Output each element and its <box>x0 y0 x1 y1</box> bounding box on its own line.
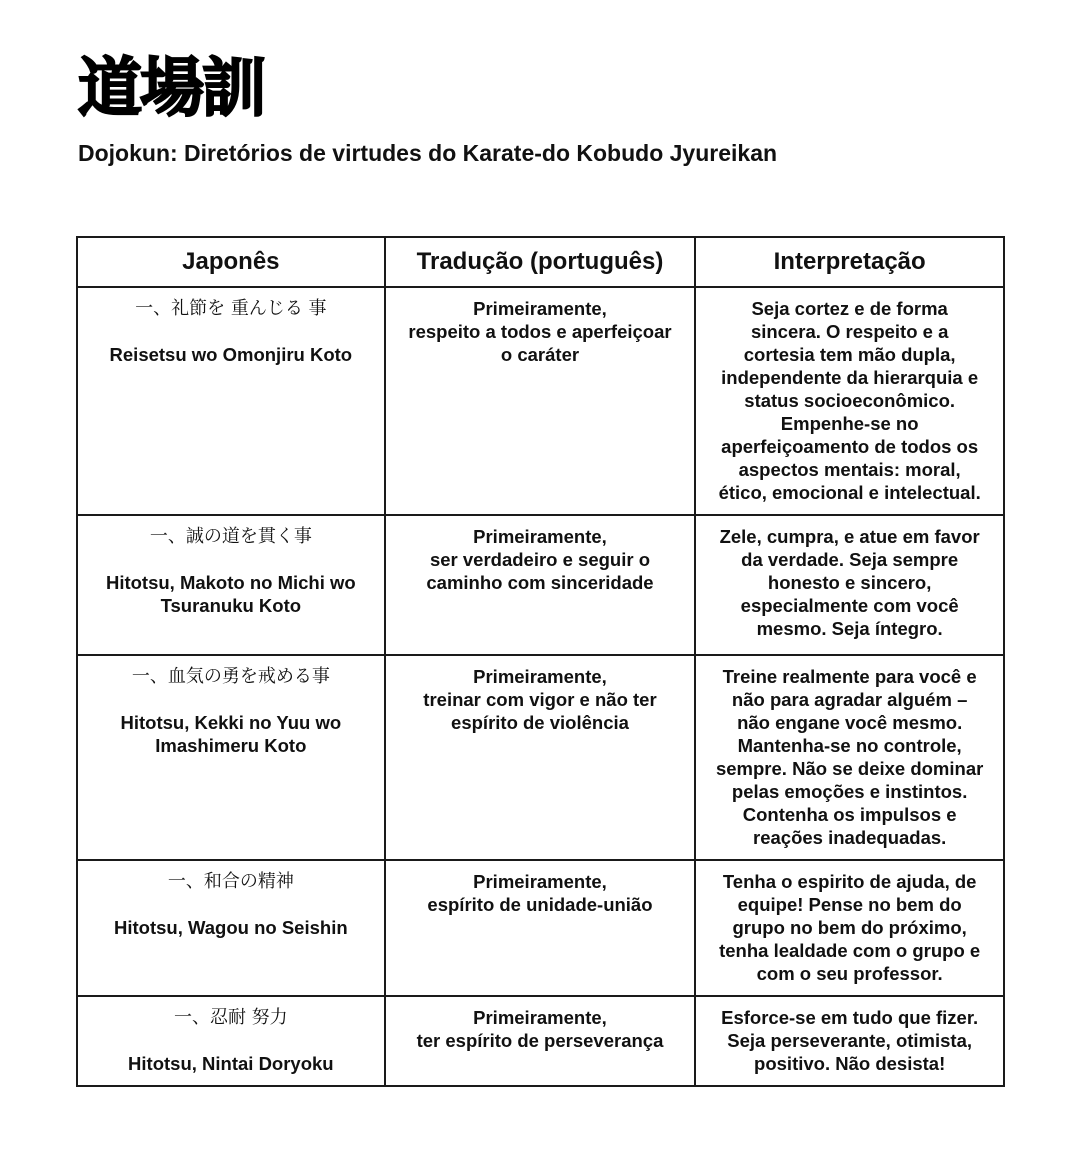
translation-cell <box>385 287 696 515</box>
japanese-cell <box>77 655 385 860</box>
translation-cell <box>385 655 696 860</box>
column-header-japanese: Japonês <box>77 237 385 287</box>
column-header-interpretation: Interpretação <box>695 237 1004 287</box>
japanese-cell <box>77 996 385 1086</box>
dojokun-table <box>76 236 1005 1087</box>
japanese-text: 一、和合の精神 <box>167 871 294 892</box>
page-subtitle: Dojokun: Diretórios de virtudes do Karate-do Kobudo Jyureikan <box>78 140 778 166</box>
interpretation-text: Zele, cumpra, e atue em favor da verdade. Seja sempre honesto e sincero, especialmente com você mesmo. Seja íntegro. <box>719 526 980 639</box>
interpretation-text: Tenha o espirito de ajuda, de equipe! Pense no bem do grupo no bem do próximo, tenha lealdade com o grupo e com o seu professor. <box>719 871 981 984</box>
interpretation-cell <box>695 860 1004 996</box>
romaji-text: Hitotsu, Nintai Doryoku <box>128 1053 334 1074</box>
translation-cell <box>385 515 696 655</box>
japanese-text: 一、血気の勇を戒める事 <box>131 666 330 687</box>
interpretation-text: Esforce-se em tudo que fizer. Seja perseverante, otimista, positivo. Não desista! <box>721 1007 979 1074</box>
romaji-text: Hitotsu, Makoto no Michi wo Tsuranuku Koto <box>105 572 356 616</box>
japanese-text: 一、誠の道を貫く事 <box>149 526 312 547</box>
interpretation-text: Seja cortez e de forma sincera. O respeito e a cortesia tem mão dupla, independente da hierarquia e status socioeconômico. Empenhe-se no aperfeiçoamento de todos os aspectos mentais: moral, ético, emocional e intelectual. <box>718 298 981 503</box>
romaji-text: Hitotsu, Wagou no Seishin <box>114 917 348 938</box>
table-header-row <box>77 237 1004 287</box>
translation-text: Primeiramente, respeito a todos e aperfeiçoar o caráter <box>408 298 672 365</box>
japanese-text: 一、忍耐 努力 <box>173 1007 288 1028</box>
translation-text: Primeiramente, treinar com vigor e não ter espírito de violência <box>423 666 657 733</box>
japanese-text: 一、礼節を 重んじる 事 <box>135 298 327 319</box>
japanese-cell <box>77 860 385 996</box>
romaji-text: Reisetsu wo Omonjiru Koto <box>109 344 353 365</box>
translation-text: Primeiramente, espírito de unidade-união <box>427 871 653 915</box>
japanese-cell <box>77 287 385 515</box>
translation-cell <box>385 996 696 1086</box>
table-row <box>77 996 1004 1086</box>
interpretation-text: Treine realmente para você e não para agradar alguém – não engane você mesmo. Mantenha-se no controle, sempre. Não se deixe dominar pelas emoções e instintos. Contenha os impulsos e reações inadequadas. <box>715 666 984 848</box>
romaji-text: Hitotsu, Kekki no Yuu wo Imashimeru Koto <box>120 712 342 756</box>
page-title-kanji: 道場訓 <box>78 51 264 126</box>
translation-text: Primeiramente, ser verdadeiro e seguir o caminho com sinceridade <box>426 526 654 593</box>
interpretation-cell <box>695 287 1004 515</box>
column-header-translation: Tradução (português) <box>385 237 696 287</box>
table-row <box>77 860 1004 996</box>
interpretation-cell <box>695 515 1004 655</box>
table-row <box>77 515 1004 655</box>
translation-text: Primeiramente, ter espírito de perseverança <box>416 1007 664 1051</box>
interpretation-cell <box>695 655 1004 860</box>
table-row <box>77 655 1004 860</box>
japanese-cell <box>77 515 385 655</box>
interpretation-cell <box>695 996 1004 1086</box>
table-row <box>77 287 1004 515</box>
translation-cell <box>385 860 696 996</box>
